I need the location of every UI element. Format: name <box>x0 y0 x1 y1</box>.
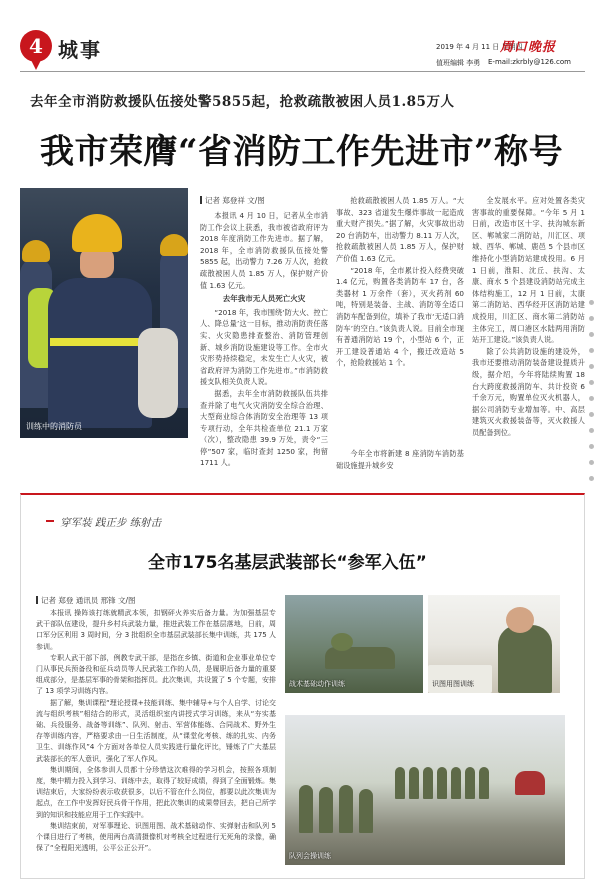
header-divider <box>20 71 585 72</box>
soldier <box>409 767 419 799</box>
paragraph: 集训期间，全体参训人员都十分珍惜这次难得的学习机会，按照各项制度，集中精力投入到学习、训练中去，取得了较好成绩，得到了全面锻炼。集训结束后，大家纷纷表示收获很多，以后不管在什么岗位，都要以此次集训为起点，在工作中发挥好民兵骨干作用，把此次集训的成果带回去，把自己所学到的知识和技能应用于工作实践中。 <box>36 765 276 819</box>
soldier <box>451 767 461 799</box>
photo-caption: 队列会操训练 <box>289 852 331 860</box>
story1-column-2-tail <box>336 448 464 472</box>
soldier <box>319 787 333 833</box>
paragraph: 抢救疏散被困人员 1.85 万人。“大事故、323 省道发生爆炸事故一起造成重大财产损失。”据了解，火灾事故出动 20 台消防车，出动警力 8.11 万人次，抢救疏散被困人员 1.85 万人，保护财产价值 1.63 亿元。 <box>336 196 464 263</box>
tactical-training-photo <box>285 595 423 693</box>
story2-headline: 全市175名基层武装部长“参军入伍” <box>148 553 427 573</box>
firefighter-helmet <box>72 214 122 252</box>
page-number: 4 <box>29 34 43 58</box>
photo-caption: 战术基础动作训练 <box>289 680 345 688</box>
reviewing-stand <box>515 771 545 795</box>
soldier <box>423 767 433 799</box>
firefighter-face <box>80 248 114 278</box>
photo-caption: 训练中的消防员 <box>26 422 82 431</box>
paragraph: 全发展水平。应对处置各类灾害事故的重要保障。“今年 5 月 1 日前，改造市区十字、扶沟城东新区、郸城家二消防站，川汇区、项城、西华、郸城、鹿邑 5 个县市区维持化小型消防站建成投用。6 月 1 日前，淮阳、沈丘、扶沟、太康、商水 5 个县建设消防站完成主体结构施工，12 月 1 日前，太康第二消防站、西华经开区消防站建成投用，川汇区、商水第二消防站主体完工，周口港区水陆两用消防站开工建设。”该负责人说。 <box>472 196 585 345</box>
story2-column-1 <box>36 608 276 870</box>
story1-headline: 我市荣膺“省消防工作先进市”称号 <box>40 132 564 172</box>
soldier-helmet <box>331 633 353 651</box>
subheading: 去年我市无人员死亡火灾 <box>222 294 306 304</box>
story1-subtitle: 去年全市消防救援队伍接处警5855起，抢救疏散被困人员1.85万人 <box>30 94 455 110</box>
paragraph: 本报讯 操阵该打练就精武本领，扣钢砰火养实后备力量。为加强基层专武干部队伍建设，提升乡村兵武装力量，推进武装工作在基层落地，日前，周口军分区利用 3 周时间，分 3 批组织全市基层武装部长集中训练，共 175 人参训。 <box>36 609 276 651</box>
story1-column-3 <box>472 195 585 461</box>
issue-date: 2019 年 4 月 11 日 星期四 <box>436 43 523 51</box>
margin-dots <box>589 300 594 492</box>
editor-email: E-mail:zkrbly@126.com <box>488 58 571 66</box>
page-number-badge <box>20 30 52 62</box>
section-title: 城事 <box>58 38 102 62</box>
photo-caption: 识图用图训练 <box>432 680 474 688</box>
soldier <box>359 789 373 833</box>
paragraph: “2018 年，我市围绕‘防大火、控亡人、降总量’这一目标，推动消防责任落实、火灾隐患排查整治、消防管理创新、城乡消防设施建设等工作。全市火灾形势持续稳定，未发生亡人火灾，被省政府评为消防工作先进市。”市消防救援支队相关负责人说。 <box>200 307 328 387</box>
paragraph: “2018 年，全市累计投入经费突破 1.4 亿元，购置各类消防车 17 台，各类器材 1 万余件（套），灭火药剂 60 吨，特别是装备、主战、消防等全适口消防车配备到位，填补了我市‘无适口消防车’的空白。”该负责人说。目前全市现有普通消防站 19 个，小型站 6 个，正开工建设普通站 4 个，搬迁改造站 5 个，抢险救援站 1 个。 <box>336 265 464 368</box>
story1-column-2 <box>336 195 464 463</box>
paragraph: 本报讯 4 月 10 日，记者从全市消防工作会议上获悉，我市被省政府评为 2018 年度消防工作先进市。据了解，2018 年，全市消防救援队伍接处警 5855 起，出动警力 7.26 万人次，抢救疏散被困人员 1.85 万人，保护财产价值 1.63 亿元。 <box>200 211 328 290</box>
editor-credit: 值班编辑 李勇 <box>436 59 481 67</box>
story2-byline: 记者 郑登 通讯员 邢锋 文/图 <box>36 595 136 606</box>
paragraph: 今年全市将新建 8 座消防车消防基础设施提升城乡安 <box>336 449 464 470</box>
soldier-head <box>506 607 534 633</box>
bg-helmet-left <box>22 240 50 262</box>
page-header <box>0 0 600 72</box>
paragraph: 除了公共消防设施的建设外，我市还要推动消防装备建设提质升级，据介绍，今年将陆续购置 18 台大跨度救援消防车、共计投资 6 千余万元，购置单位灭火机器人，据公司消防专业增加等。中、高层建筑灭火救援装备等，灭火救援人员配备到位。 <box>472 346 585 437</box>
soldier <box>465 767 475 799</box>
firefighter-photo <box>20 188 188 438</box>
soldier-reading-map <box>498 625 552 693</box>
fire-hose <box>138 328 178 418</box>
map-reading-photo <box>428 595 560 693</box>
paragraph: 专职人武干部下部，例教专武干部，是指在乡镇、街道和企业事业单位专门从事民兵预备役和征兵动员等人民武装工作的人员，是履职后备力量的重要组成部分，是基层军事的骨架和指挥员。此次集训，共设置了 5 个专题，安排了 13 项学习训练内容。 <box>36 653 276 696</box>
firefighter-body <box>48 278 152 428</box>
crawling-soldier <box>325 647 395 669</box>
reflective-strip <box>50 338 150 346</box>
soldier <box>395 767 405 799</box>
drill-formation-photo <box>285 715 565 865</box>
paragraph: 据了解，集训课程“理论授课+技能训练、集中辅导+与个人自学、讨论交流与组织考核”相结合的形式，灵活组织室内讲授式学习训练，来从“夯实基础、兵役服务、战备等训练”、队列、射击、军营体能练、合同战术、野外生存等训练内容，严格要求由一日生活制度，从“课堂化考核、练的扎实、内务卫生、训练作风”4 个方面对各单位人员实践进行量化评比，锤炼了广大基层武装部长的军人意识，强化了军人作风。 <box>36 698 276 763</box>
paragraph: 集训结束前，对军事理论、识图用图、战术基础动作、实弹射击和队列 5 个课目进行了考核，使用两台高清摄像机对考核全过程进行无死角的录像，确保了“全程阳光透明，公平公正公开”。 <box>36 821 276 853</box>
story2-kicker: 穿军装 践正步 练射击 <box>60 517 162 529</box>
bg-helmet-right <box>160 234 188 256</box>
newspaper-logo: 周口晚报 <box>500 40 557 55</box>
soldier <box>299 785 313 833</box>
soldier <box>437 767 447 799</box>
story1-column-1 <box>200 210 328 478</box>
paragraph: 据悉，去年全市消防救援队伍共排查并除了电气火灾消防安全综合治理、大型商业综合体消防安全治理等 13 项专项行动，全年共检查单位 21.1 万家（次），整改隐患 39.9 万处，责令“三停”507 家，临时查封 1250 家，拘留 1711 人。 <box>200 388 328 468</box>
story1-byline: 记者 郑登祥 文/图 <box>200 195 265 206</box>
soldier <box>479 767 489 799</box>
soldier <box>339 785 353 833</box>
